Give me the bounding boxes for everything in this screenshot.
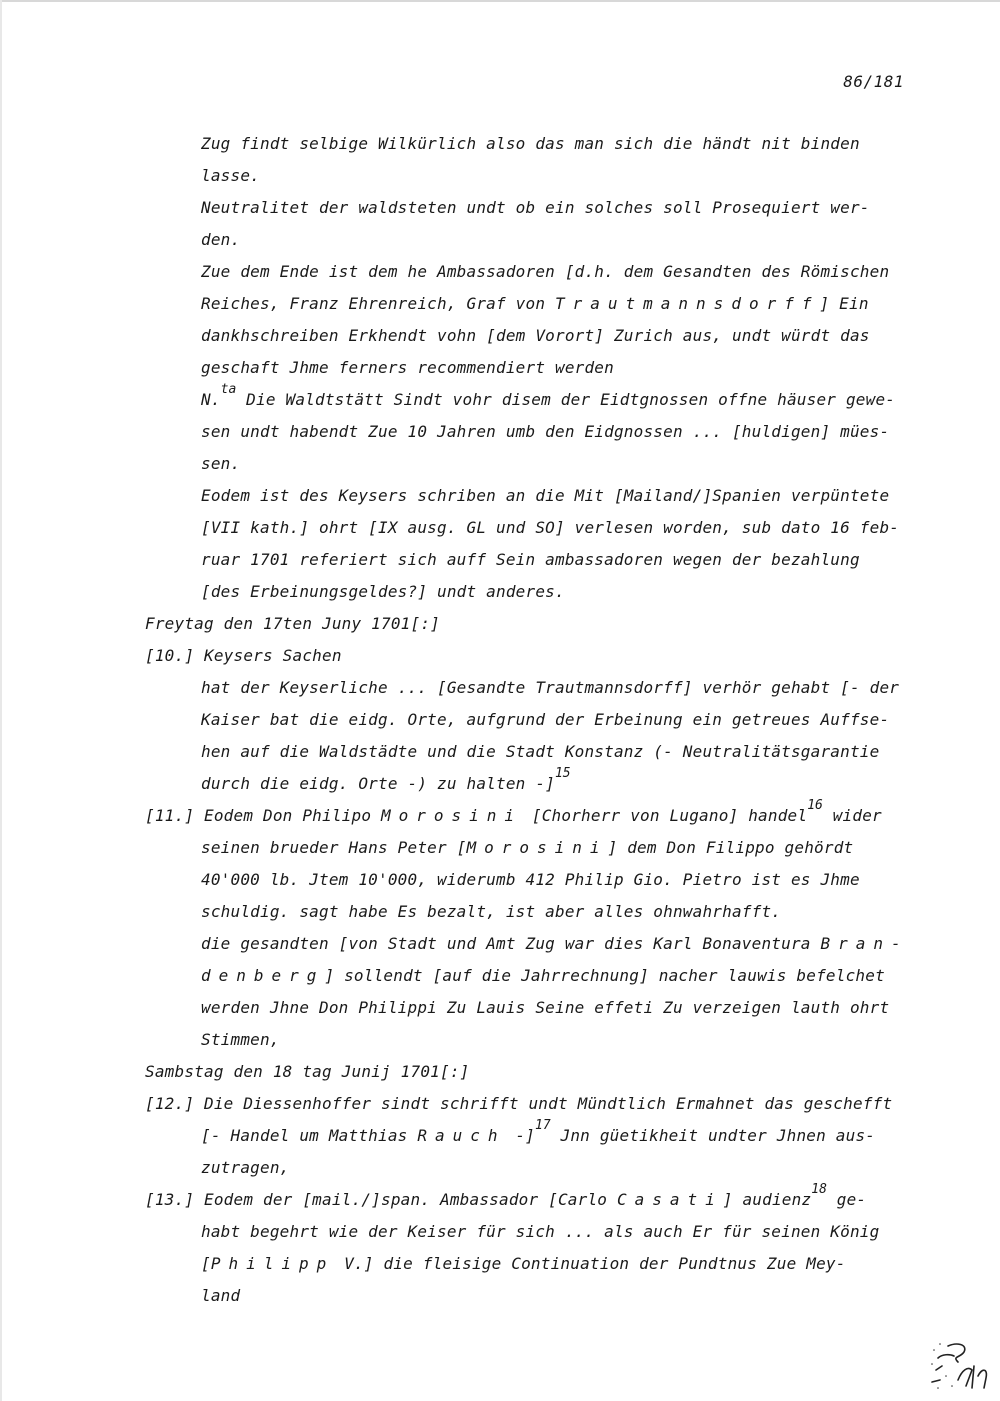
page-number: 86/181 — [843, 72, 904, 91]
text-line: [des Erbeinungsgeldes?] undt anderes. — [201, 582, 565, 601]
text-line: [Philipp V.] die fleisige Continuation der Pundtnus Zue Mey- — [201, 1254, 846, 1273]
archive-stamp — [928, 1336, 992, 1392]
text-line: Stimmen, — [201, 1030, 280, 1049]
footnote-marker: 18 — [811, 1182, 827, 1197]
page-edge-left — [0, 0, 2, 1401]
text-line: Zue dem Ende ist dem he Ambassadoren [d.h. dem Gesandten des Römischen — [201, 262, 890, 281]
text-line: werden Jhne Don Philippi Zu Lauis Seine effeti Zu verzeigen lauth ohrt — [201, 998, 890, 1017]
text-line: sen undt habendt Zue 10 Jahren umb den Eidgnossen ... [huldigen] mües- — [201, 422, 890, 441]
text-line: sen. — [201, 454, 241, 473]
text-line: habt begehrt wie der Keiser für sich ... als auch Er für seinen König — [201, 1222, 880, 1241]
text-line: Reiches, Franz Ehrenreich, Graf von Trautmannsdorff] Ein — [201, 294, 869, 313]
text-line: schuldig. sagt habe Es bezalt, ist aber alles ohnwahrhafft. — [201, 902, 782, 921]
text-line: hat der Keyserliche ... [Gesandte Trautmannsdorff] verhör gehabt [- der — [201, 678, 900, 697]
footnote-marker: 15 — [554, 766, 571, 781]
text-line: denberg] sollendt [auf die Jahrrechnung] nacher lauwis befelchet — [201, 966, 885, 985]
text-line: 40'000 lb. Jtem 10'000, widerumb 412 Philip Gio. Pietro ist es Jhme — [201, 870, 860, 889]
text-line: ruar 1701 referiert sich auff Sein ambassadoren wegen der bezahlung — [201, 550, 860, 569]
text-line: den. — [201, 230, 241, 249]
text-line: Zug findt selbige Wilkürlich also das man sich die händt nit binden — [201, 134, 860, 153]
text-line: die gesandten [von Stadt und Amt Zug war dies Karl Bonaventura Bran- — [201, 934, 909, 953]
text-line: seinen brueder Hans Peter [Morosini] dem Don Filippo gehördt — [201, 838, 854, 857]
text-line: Neutralitet der waldsteten undt ob ein solches soll Prosequiert wer- — [201, 198, 870, 217]
footnote-marker: 17 — [535, 1118, 551, 1133]
text-line: [13.] Eodem der [mail./]span. Ambassador [Carlo Casati] audienz$^{18}$ ge- — [145, 1182, 867, 1209]
text-line: N.$^{ta}$ Die Waldtstätt Sindt vohr disem der Eidtgnossen offne häuser gewe- — [201, 382, 896, 409]
text-line: dankhschreiben Erkhendt vohn [dem Vorort] Zurich aus, undt würdt das — [201, 326, 870, 345]
footnote-marker: 16 — [807, 798, 823, 813]
text-line: zutragen, — [201, 1158, 290, 1177]
text-line: [- Handel um Matthias Rauch -]$^{17}$ Jnn güetikheit undter Jhnen aus- — [201, 1118, 876, 1145]
text-line: Eodem ist des Keysers schriben an die Mit [Mailand/]Spanien verpüntete — [201, 486, 890, 505]
text-line: land — [201, 1286, 241, 1305]
section-heading: [10.] Keysers Sachen — [145, 646, 342, 665]
text-line: geschaft Jhme ferners recommendiert werden — [201, 358, 614, 377]
text-line: durch die eidg. Orte -) zu halten -]$^{15}$ — [201, 766, 571, 793]
date-heading: Freytag den 17ten Juny 1701[:] — [145, 614, 440, 633]
text-line: [11.] Eodem Don Philipo Morosini [Chorherr von Lugano] handel$^{16}$ wider — [145, 798, 882, 825]
text-line: [12.] Die Diessenhoffer sindt schrifft undt Mündtlich Ermahnet das geschefft — [145, 1094, 893, 1113]
text-line: hen auf die Waldstädte und die Stadt Konstanz (- Neutralitätsgarantie — [201, 742, 880, 761]
text-line: lasse. — [201, 166, 260, 185]
text-line: [VII kath.] ohrt [IX ausg. GL und SO] verlesen worden, sub dato 16 feb- — [201, 518, 900, 537]
date-heading: Sambstag den 18 tag Junij 1701[:] — [145, 1062, 470, 1081]
text-line: Kaiser bat die eidg. Orte, aufgrund der Erbeinung ein getreues Auffse- — [201, 710, 890, 729]
page-edge-top — [0, 0, 1000, 2]
